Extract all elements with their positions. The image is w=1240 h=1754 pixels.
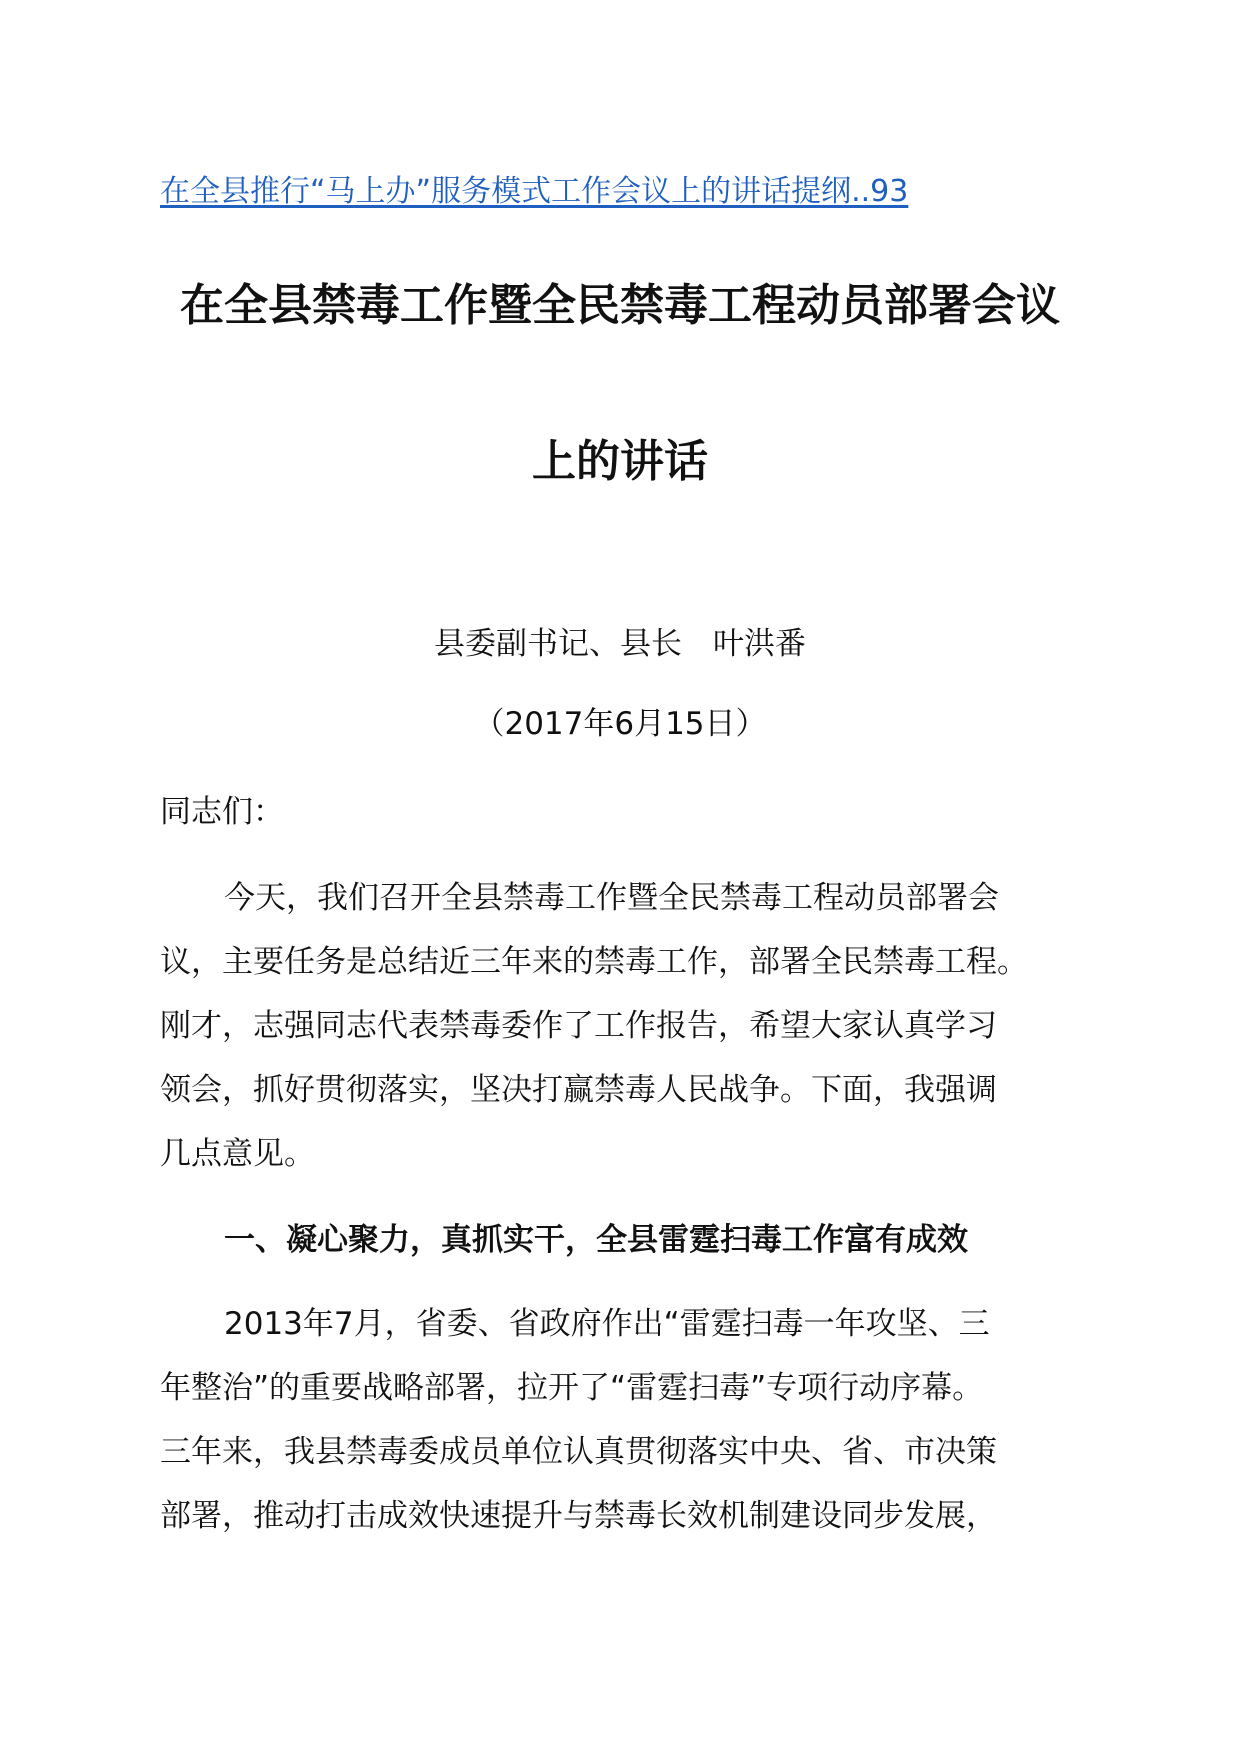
paragraph-line: 今天，我们召开全县禁毒工作暨全民禁毒工程动员部署会: [224, 880, 999, 916]
date-line: （2017年6月15日）: [473, 706, 767, 742]
paragraph-line: 刚才，志强同志代表禁毒委作了工作报告，希望大家认真学习: [160, 1008, 997, 1044]
paragraph-line: 议，主要任务是总结近三年来的禁毒工作，部署全民禁毒工程。: [160, 944, 1028, 980]
paragraph-2: [160, 1292, 1100, 1548]
paragraph-line: 三年来，我县禁毒委成员单位认真贯彻落实中央、省、市决策: [160, 1434, 997, 1470]
author-line: 县委副书记、县长 叶洪番: [434, 626, 806, 662]
paragraph-line: 领会，抓好贯彻落实，坚决打赢禁毒人民战争。下面，我强调: [160, 1072, 997, 1108]
document-title-line-2: 上的讲话: [532, 436, 708, 487]
paragraph-line: 部署，推动打击成效快速提升与禁毒长效机制建设同步发展，: [160, 1498, 997, 1534]
toc-link[interactable]: 在全县推行“马上办”服务模式工作会议上的讲话提纲..93: [160, 174, 909, 209]
paragraph-line: 年整治”的重要战略部署，拉开了“雷霆扫毒”专项行动序幕。: [160, 1370, 984, 1406]
document-title-line-1: 在全县禁毒工作暨全民禁毒工程动员部署会议: [180, 280, 1060, 331]
paragraph-line: 2013年7月，省委、省政府作出“雷霆扫毒一年攻坚、三: [224, 1306, 990, 1342]
section-heading-1: 一、凝心聚力，真抓实干，全县雷霆扫毒工作富有成效: [224, 1222, 968, 1258]
salutation: 同志们：: [160, 794, 284, 830]
paragraph-line: 几点意见。: [160, 1136, 315, 1172]
paragraph-1: [160, 866, 1100, 1186]
